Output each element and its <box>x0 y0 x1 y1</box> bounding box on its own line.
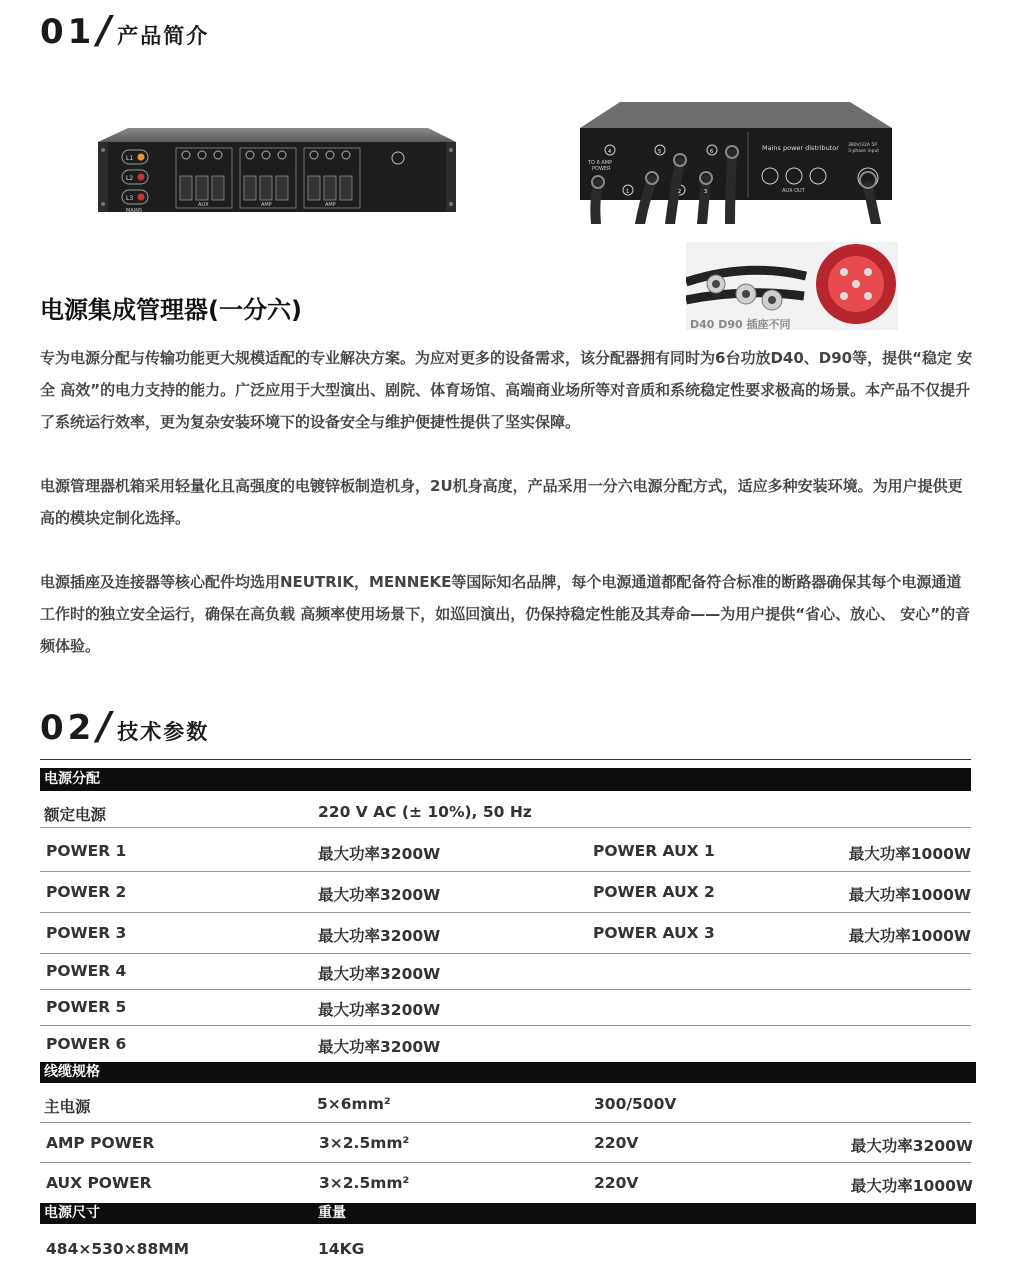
aux-name: POWER AUX 1 <box>593 842 715 860</box>
table-row <box>40 1123 971 1163</box>
table-row <box>40 1163 971 1203</box>
spec-top-rule <box>40 759 971 760</box>
table-row <box>40 872 971 913</box>
power-value: 最大功率3200W <box>318 1001 441 1019</box>
section-number: 01 <box>40 12 96 52</box>
spec-header-label: 线缆规格 <box>44 1064 100 1080</box>
front-panel-image <box>98 128 456 216</box>
power-value: 最大功率3200W <box>318 965 441 983</box>
back-panel-image <box>580 102 892 224</box>
spec-header-weight-label: 重量 <box>318 1205 346 1221</box>
group-label-aux: AUX <box>198 202 209 208</box>
section-slash: / <box>97 704 112 748</box>
power-name: POWER 2 <box>46 883 127 901</box>
cable-spec: 3×2.5mm² <box>319 1134 410 1152</box>
section-heading-intro <box>40 8 209 52</box>
cable-voltage: 220V <box>594 1174 639 1192</box>
section-heading-specs <box>40 704 209 748</box>
power-value: 最大功率3200W <box>318 1038 441 1056</box>
section-number: 02 <box>40 708 96 748</box>
table-row <box>40 1224 971 1262</box>
port-3: 3 <box>704 189 708 195</box>
svg-text:380V/32A 5P: 380V/32A 5P <box>848 143 877 148</box>
table-row <box>40 913 971 954</box>
table-row <box>40 828 971 872</box>
power-value: 最大功率3200W <box>318 845 441 863</box>
intro-paragraph-3: 电源插座及连接器等核心配件均选用NEUTRIK，MENNEKE等国际知名品牌，每个电源通道都配备符合标准的断路器确保其每个电源通道工作时的独立安全运行，确保在高负载 高频率使用场景下，如巡回演出，仍保持稳定性能及其寿命——为用户提供“省心、放心、 安心”的音频体验。 <box>40 573 971 655</box>
rated-label: 额定电源 <box>44 806 107 824</box>
product-name: 电源集成管理器(一分六) <box>40 296 302 324</box>
spec-header-cable <box>40 1062 976 1083</box>
power-name: POWER 1 <box>46 842 127 860</box>
channel-l1: L1 <box>126 155 134 162</box>
channel-l2: L2 <box>126 175 134 182</box>
cable-voltage: 220V <box>594 1134 639 1152</box>
spec-header-size-label: 电源尺寸 <box>44 1205 100 1221</box>
aux-value: 最大功率1000W <box>848 886 971 904</box>
section-slash: / <box>97 8 112 52</box>
aux-name: POWER AUX 2 <box>593 883 715 901</box>
distributor-title: Mains power distributor <box>762 144 839 152</box>
size-value: 484×530×88MM <box>46 1240 190 1258</box>
group-label-amp-2: AMP <box>325 202 336 208</box>
port-1: 1 <box>626 189 630 195</box>
port-5: 5 <box>658 149 662 155</box>
cable-voltage: 300/500V <box>594 1095 677 1113</box>
channel-l3: L3 <box>126 195 134 202</box>
weight-value: 14KG <box>318 1240 365 1258</box>
power-value: 最大功率3200W <box>318 927 441 945</box>
aux-value: 最大功率1000W <box>848 927 971 945</box>
cable-power: 最大功率1000W <box>850 1177 973 1195</box>
spec-header-label: 电源分配 <box>44 771 100 787</box>
power-name: POWER 4 <box>46 962 127 980</box>
power-name: POWER 6 <box>46 1035 127 1053</box>
aux-out-label: AUX OUT <box>782 188 805 194</box>
port-4: 4 <box>608 149 612 155</box>
intro-paragraph-2: 电源管理器机箱采用轻量化且高强度的电镀锌板制造机身，2U机身高度，产品采用一分六电源分配方式，适应多种安装环境。为用户提供更高的模块定制化选择。 <box>40 477 963 527</box>
aux-value: 最大功率1000W <box>848 845 971 863</box>
power-name: POWER 3 <box>46 924 127 942</box>
svg-text:3-phase input: 3-phase input <box>848 149 880 154</box>
spec-header-power-dist <box>40 768 971 791</box>
aux-name: POWER AUX 3 <box>593 924 715 942</box>
connector-caption: D40 D90 插座不同 <box>690 318 791 331</box>
port-2: 2 <box>678 189 682 195</box>
rated-value: 220 V AC (± 10%), 50 Hz <box>318 803 532 821</box>
svg-text:POWER: POWER <box>592 166 611 172</box>
table-row <box>40 990 971 1026</box>
cable-name: AMP POWER <box>46 1134 155 1152</box>
section-title: 技术参数 <box>117 720 210 744</box>
table-row <box>40 954 971 990</box>
table-row <box>40 1026 971 1062</box>
power-name: POWER 5 <box>46 998 127 1016</box>
mains-label: MAINS <box>126 208 143 214</box>
cable-spec: 3×2.5mm² <box>319 1174 410 1192</box>
group-label-amp-1: AMP <box>261 202 272 208</box>
cable-name: AUX POWER <box>46 1174 152 1192</box>
spec-header-size <box>40 1203 976 1224</box>
intro-paragraph-1: 专为电源分配与传输功能更大规模适配的专业解决方案。为应对更多的设备需求，该分配器拥有同时为6台功放D40、D90等，提供“稳定 安全 高效”的电力支持的能力。广泛应用于大型演出、剧院、体育场馆、高端商业场所等对音质和系统稳定性要求极高的场景。本产品不仅提升了系统运行效率，更为复杂安装环境下的设备安全与维护便捷性提供了坚实保障。 <box>40 349 973 431</box>
table-row <box>40 1083 971 1123</box>
to-amp-label: TO 6 AMP <box>588 160 613 166</box>
cable-power: 最大功率3200W <box>850 1137 973 1155</box>
section-title: 产品简介 <box>117 24 210 48</box>
cable-name: 主电源 <box>44 1098 91 1116</box>
table-row <box>40 791 971 828</box>
power-value: 最大功率3200W <box>318 886 441 904</box>
cable-spec: 5×6mm² <box>317 1095 391 1113</box>
port-6: 6 <box>710 149 714 155</box>
